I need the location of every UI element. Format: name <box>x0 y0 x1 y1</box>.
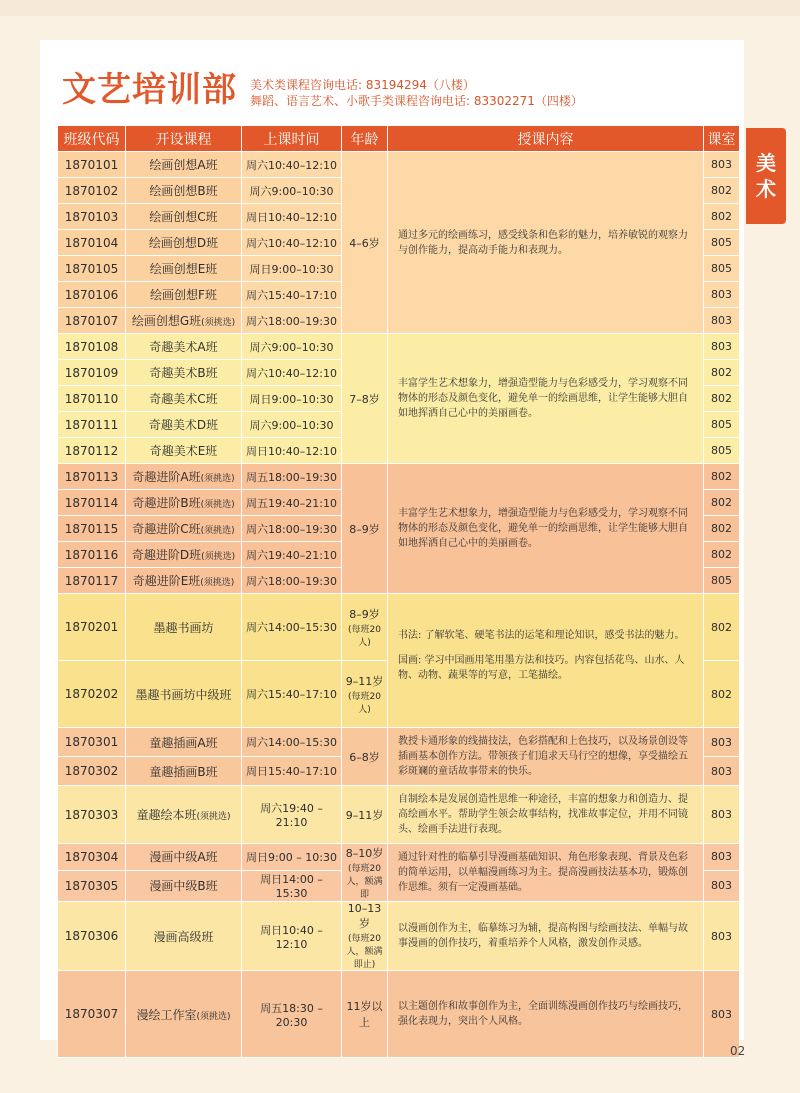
classroom: 803 <box>704 902 740 971</box>
course-name-cell <box>126 516 242 542</box>
course-name: 墨趣书画坊中级班 <box>126 661 242 728</box>
course-name: 绘画创想C班 <box>126 204 242 230</box>
selection-note: (须挑选) <box>201 318 236 328</box>
course-name: 奇趣进阶C班 <box>132 522 201 536</box>
class-time: 周六9:00–10:30 <box>242 334 342 360</box>
class-code: 1870112 <box>58 438 126 464</box>
class-code: 1870113 <box>58 464 126 490</box>
course-description: 教授卡通形象的线描技法，色彩搭配和上色技巧，以及场景创设等插画基本创作方法。带领孩子们追求天马行空的想像，享受描绘五彩斑斓的童话故事带来的快乐。 <box>388 728 704 786</box>
course-name: 绘画创想B班 <box>126 178 242 204</box>
table-row <box>58 728 740 757</box>
selection-note: (须挑选) <box>196 1011 231 1022</box>
class-code: 1870107 <box>58 308 126 334</box>
classroom: 802 <box>704 178 740 204</box>
top-stripe <box>0 0 800 16</box>
course-description: 以主题创作和故事创作为主，全面训练漫画创作技巧与绘画技巧，强化表现力，突出个人风格。 <box>388 971 704 1058</box>
course-description: 通过多元的绘画练习，感受线条和色彩的魅力，培养敏锐的观察力与创作能力，提高动手能力和表现力。 <box>388 152 704 334</box>
course-name-cell <box>126 786 242 844</box>
class-time: 周六18:00–19:30 <box>242 568 342 594</box>
class-code: 1870301 <box>58 728 126 757</box>
class-code: 1870101 <box>58 152 126 178</box>
class-code: 1870103 <box>58 204 126 230</box>
class-code: 1870117 <box>58 568 126 594</box>
course-name-cell <box>126 568 242 594</box>
classroom: 803 <box>704 786 740 844</box>
classroom: 802 <box>704 360 740 386</box>
class-code: 1870105 <box>58 256 126 282</box>
classroom: 803 <box>704 728 740 757</box>
course-description: 以漫画创作为主，临摹练习为辅，提高构图与绘画技法、单幅与故事漫画的创作技巧，着重培养个人风格，激发创作灵感。 <box>388 902 704 971</box>
class-code: 1870306 <box>58 902 126 971</box>
table-row <box>58 971 740 1058</box>
class-size-note: (每班20人，额满即止) <box>346 934 383 970</box>
class-code: 1870201 <box>58 594 126 661</box>
class-time: 周六14:00–15:30 <box>242 728 342 757</box>
class-code: 1870304 <box>58 844 126 871</box>
course-name-cell <box>126 464 242 490</box>
class-time: 周六9:00–10:30 <box>242 412 342 438</box>
course-name: 奇趣进阶D班 <box>131 548 202 562</box>
class-code: 1870102 <box>58 178 126 204</box>
selection-note: (须挑选) <box>200 474 235 484</box>
class-time: 周五18:00–19:30 <box>242 464 342 490</box>
classroom: 803 <box>704 282 740 308</box>
class-time: 周六19:40–21:10 <box>242 542 342 568</box>
age-range-cell <box>342 594 388 661</box>
classroom: 803 <box>704 870 740 901</box>
course-description: 丰富学生艺术想象力，增强造型能力与色彩感受力，学习观察不同物体的形态及颜色变化，避免单一的绘画思维，让学生能够大胆自如地挥洒自己心中的美丽画卷。 <box>388 334 704 464</box>
course-name-cell <box>126 971 242 1058</box>
class-time: 周六14:00–15:30 <box>242 594 342 661</box>
course-name: 绘画创想G班 <box>131 314 202 328</box>
classroom: 805 <box>704 230 740 256</box>
course-name: 奇趣进阶A班 <box>132 470 201 484</box>
class-size-note: (每班20人，额满即 <box>346 864 383 900</box>
course-table <box>57 125 740 1058</box>
course-name: 奇趣进阶B班 <box>132 496 201 510</box>
contact-art: 美术类课程咨询电话: 83194294（八楼） <box>250 78 475 92</box>
class-time: 周六18:00–19:30 <box>242 308 342 334</box>
class-code: 1870109 <box>58 360 126 386</box>
course-name: 绘画创想E班 <box>126 256 242 282</box>
class-time: 周六9:00–10:30 <box>242 178 342 204</box>
classroom: 802 <box>704 542 740 568</box>
course-name: 童趣插画B班 <box>126 757 242 786</box>
age-range: 4–6岁 <box>342 152 388 334</box>
class-time: 周日10:40–12:10 <box>242 438 342 464</box>
course-description: 通过针对性的临摹引导漫画基础知识、角色形象表现、背景及色彩的简单运用，以单幅漫画练习为主。提高漫画技法基本功，锻炼创作思维。须有一定漫画基础。 <box>388 844 704 902</box>
course-name: 绘画创想D班 <box>126 230 242 256</box>
class-time: 周六10:40–12:10 <box>242 230 342 256</box>
class-time: 周六10:40–12:10 <box>242 360 342 386</box>
course-description: 国画: 学习中国画用笔用墨方法和技巧。内容包括花鸟、山水、人物、动物、蔬果等的写意，工笔描绘。 <box>398 655 685 681</box>
classroom: 803 <box>704 844 740 871</box>
course-name: 漫绘工作室 <box>136 1007 197 1022</box>
class-code: 1870115 <box>58 516 126 542</box>
classroom: 802 <box>704 204 740 230</box>
classroom: 803 <box>704 308 740 334</box>
course-name: 绘画创想F班 <box>126 282 242 308</box>
selection-note: (须挑选) <box>200 526 235 536</box>
side-tab-art <box>746 128 786 224</box>
table-header-row <box>58 126 740 152</box>
course-name: 奇趣美术A班 <box>126 334 242 360</box>
class-time: 周日9:00–10:30 <box>242 256 342 282</box>
course-name: 童趣绘本班 <box>136 808 197 822</box>
class-code: 1870104 <box>58 230 126 256</box>
course-description: 丰富学生艺术想象力，增强造型能力与色彩感受力，学习观察不同物体的形态及颜色变化，避免单一的绘画思维，让学生能够大胆自如地挥洒自己心中的美丽画卷。 <box>388 464 704 594</box>
page-header <box>60 70 740 120</box>
course-name-cell <box>126 490 242 516</box>
age-range: 11岁以上 <box>342 971 388 1058</box>
classroom: 802 <box>704 594 740 661</box>
class-time: 周六15:40–17:10 <box>242 661 342 728</box>
age-range: 7–8岁 <box>342 334 388 464</box>
side-tab-char-1: 美 <box>756 151 776 175</box>
course-name: 奇趣美术B班 <box>126 360 242 386</box>
course-name: 漫画中级B班 <box>126 870 242 901</box>
classroom: 802 <box>704 490 740 516</box>
course-name: 奇趣美术C班 <box>126 386 242 412</box>
selection-note: (须挑选) <box>201 552 236 562</box>
classroom: 805 <box>704 256 740 282</box>
classroom: 802 <box>704 661 740 728</box>
selection-note: (须挑选) <box>200 500 235 510</box>
course-name: 漫画高级班 <box>126 902 242 971</box>
col-header-course: 开设课程 <box>126 126 242 152</box>
side-tab-char-2: 术 <box>756 177 776 201</box>
course-name-cell <box>126 308 242 334</box>
class-time: 周六15:40–17:10 <box>242 282 342 308</box>
col-header-content: 授课内容 <box>388 126 704 152</box>
classroom: 802 <box>704 386 740 412</box>
class-code: 1870110 <box>58 386 126 412</box>
course-description: 自制绘本是发展创造性思维一种途径，丰富的想象力和创造力、提高绘画水平。帮助学生领会故事结构，找准故事定位，并用不同镜头、绘画手法进行表现。 <box>388 786 704 844</box>
table-row <box>58 786 740 844</box>
age-range-cell <box>342 844 388 902</box>
age-range: 9–11岁 <box>345 675 384 688</box>
col-header-room: 课室 <box>704 126 740 152</box>
class-code: 1870114 <box>58 490 126 516</box>
page-number: 02 <box>730 1044 746 1058</box>
age-range: 6–8岁 <box>342 728 388 786</box>
class-size-note: (每班20人) <box>348 692 381 715</box>
course-name: 墨趣书画坊 <box>126 594 242 661</box>
age-range: 9–11岁 <box>342 786 388 844</box>
class-time: 周五19:40–21:10 <box>242 490 342 516</box>
col-header-code: 班级代码 <box>58 126 126 152</box>
classroom: 803 <box>704 757 740 786</box>
course-name: 奇趣进阶E班 <box>132 574 201 588</box>
class-time: 周六19:40 – 21:10 <box>242 786 342 844</box>
classroom: 805 <box>704 568 740 594</box>
selection-note: (须挑选) <box>200 578 235 588</box>
class-time: 周日9:00 – 10:30 <box>242 844 342 871</box>
classroom: 802 <box>704 464 740 490</box>
age-range-cell <box>342 902 388 971</box>
page-title: 文艺培训部 <box>62 70 237 110</box>
age-range: 8–10岁 <box>345 847 384 860</box>
selection-note: (须挑选) <box>196 812 231 822</box>
class-code: 1870106 <box>58 282 126 308</box>
course-name-cell <box>126 542 242 568</box>
class-time: 周日15:40–17:10 <box>242 757 342 786</box>
class-time: 周六18:00–19:30 <box>242 516 342 542</box>
course-name: 漫画中级A班 <box>126 844 242 871</box>
class-code: 1870302 <box>58 757 126 786</box>
contact-other: 舞蹈、语言艺术、小歌手类课程咨询电话: 83302271（四楼） <box>250 94 583 108</box>
classroom: 805 <box>704 438 740 464</box>
table-row <box>58 902 740 971</box>
classroom: 802 <box>704 516 740 542</box>
classroom: 803 <box>704 334 740 360</box>
class-code: 1870111 <box>58 412 126 438</box>
table-row <box>58 594 740 661</box>
class-size-note: (每班20人) <box>348 625 381 648</box>
table-row <box>58 334 740 360</box>
course-description: 书法: 了解软笔、硬笔书法的运笔和理论知识，感受书法的魅力。 <box>398 630 685 641</box>
class-code: 1870108 <box>58 334 126 360</box>
course-description-cell <box>388 594 704 728</box>
course-name: 绘画创想A班 <box>126 152 242 178</box>
course-name: 奇趣美术D班 <box>126 412 242 438</box>
class-time: 周五18:30 – 20:30 <box>242 971 342 1058</box>
class-time: 周六10:40–12:10 <box>242 152 342 178</box>
classroom: 805 <box>704 412 740 438</box>
table-row <box>58 844 740 871</box>
course-name: 奇趣美术E班 <box>126 438 242 464</box>
table-row <box>58 152 740 178</box>
col-header-age: 年龄 <box>342 126 388 152</box>
course-name: 童趣插画A班 <box>126 728 242 757</box>
class-time: 周日10:40–12:10 <box>242 204 342 230</box>
class-code: 1870307 <box>58 971 126 1058</box>
classroom: 803 <box>704 152 740 178</box>
classroom: 803 <box>704 971 740 1058</box>
age-range: 10–13岁 <box>347 902 382 930</box>
age-range-cell <box>342 661 388 728</box>
age-range: 8–9岁 <box>342 464 388 594</box>
class-code: 1870116 <box>58 542 126 568</box>
class-code: 1870202 <box>58 661 126 728</box>
class-code: 1870305 <box>58 870 126 901</box>
age-range: 8–9岁 <box>349 608 380 621</box>
class-time: 周日14:00 – 15:30 <box>242 870 342 901</box>
class-code: 1870303 <box>58 786 126 844</box>
col-header-time: 上课时间 <box>242 126 342 152</box>
class-time: 周日9:00–10:30 <box>242 386 342 412</box>
class-time: 周日10:40 – 12:10 <box>242 902 342 971</box>
table-row <box>58 464 740 490</box>
